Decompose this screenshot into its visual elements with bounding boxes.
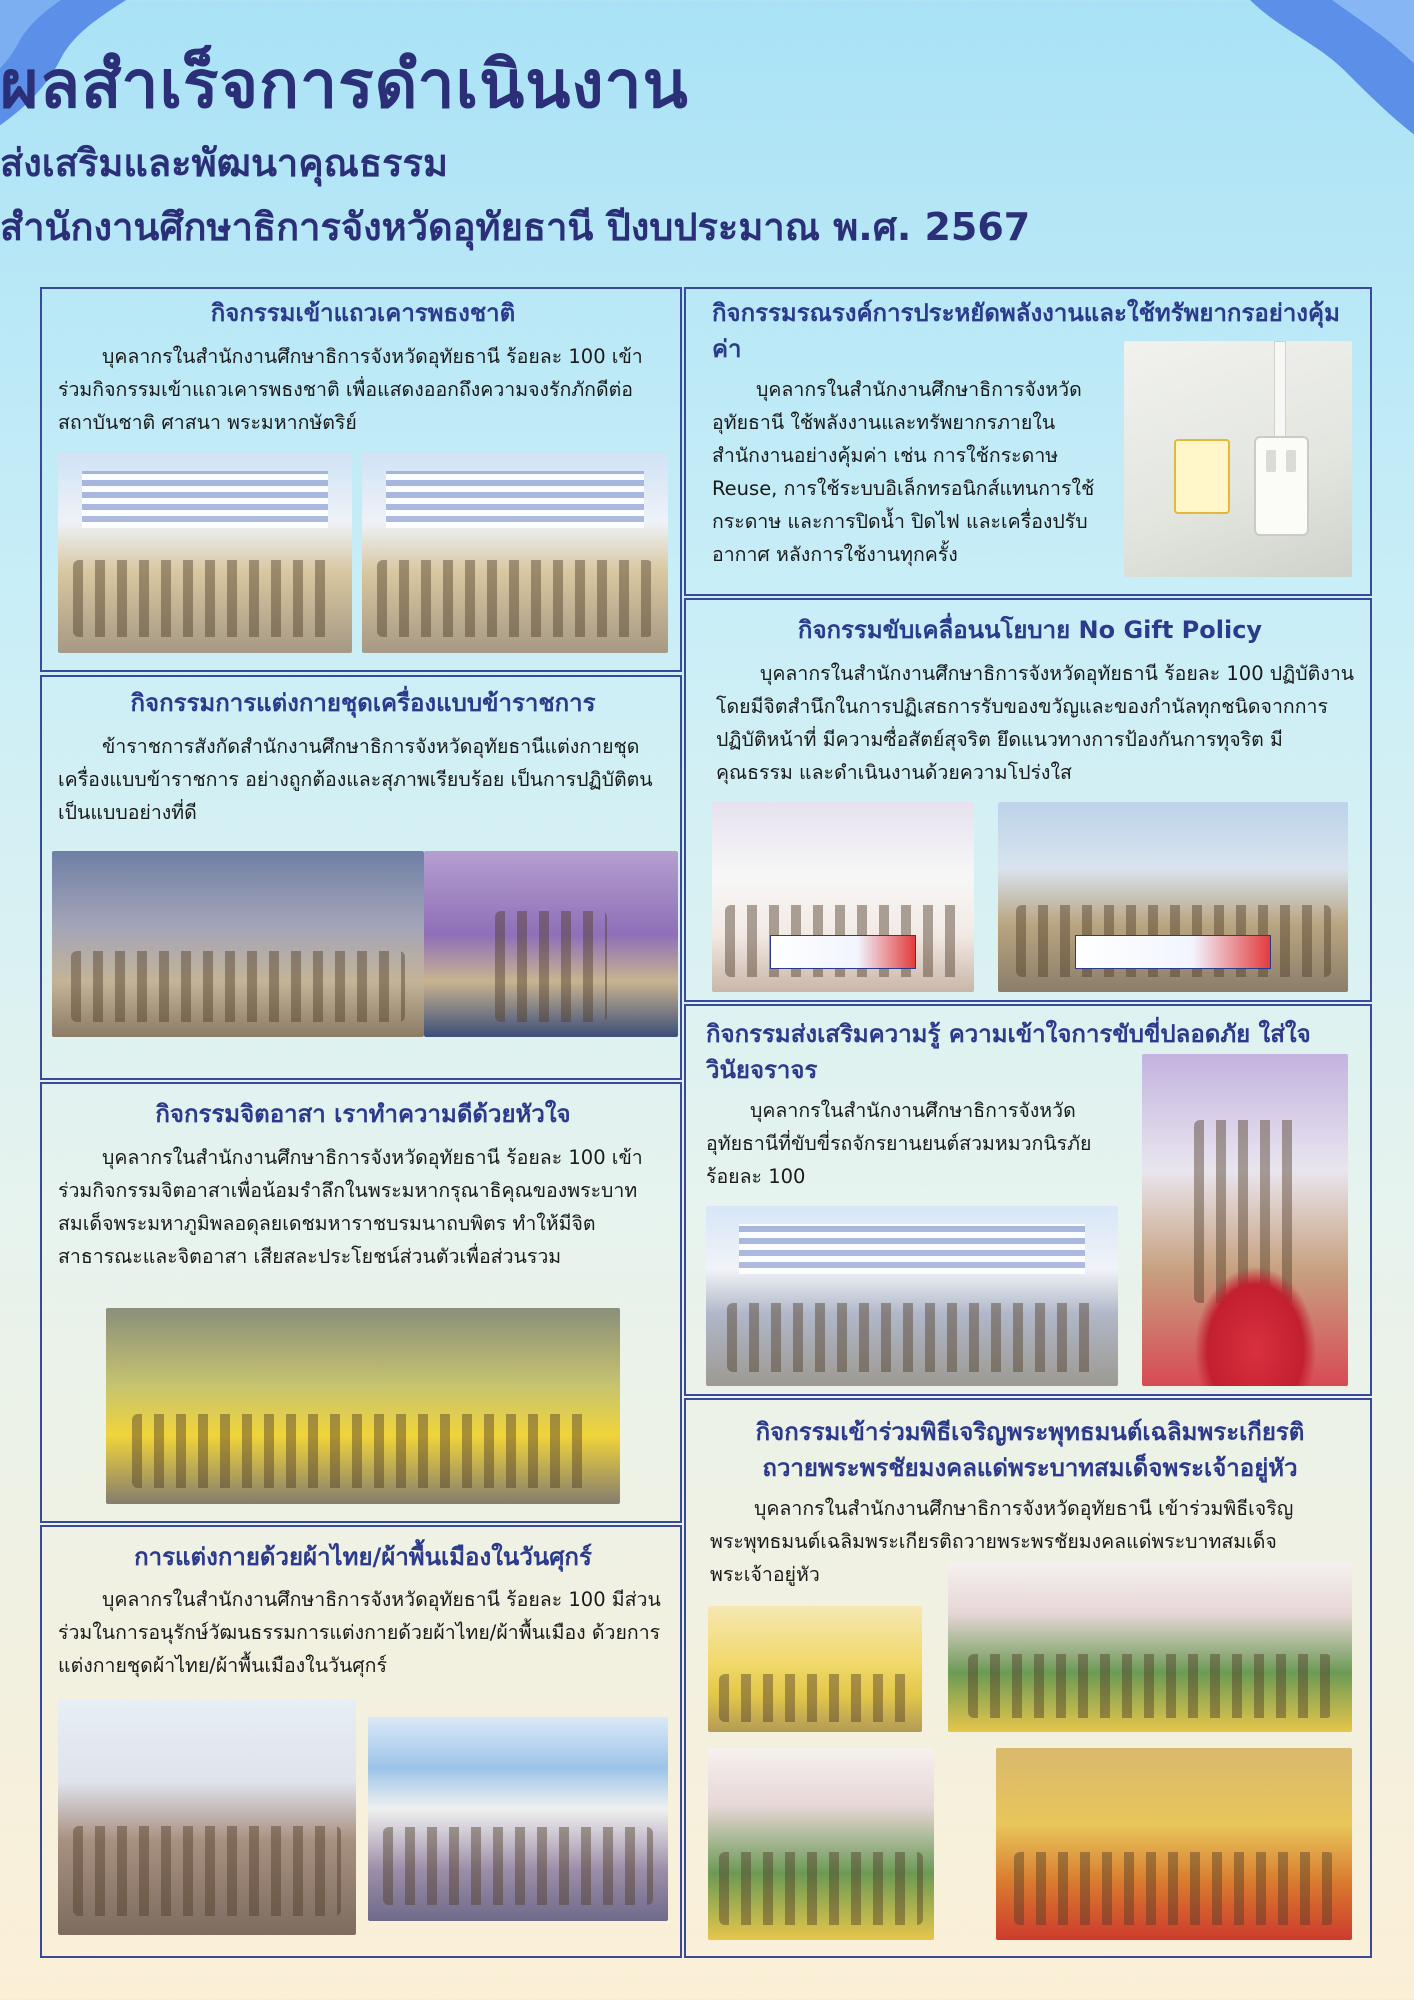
panel-title: กิจกรรมส่งเสริมความรู้ ความเข้าใจการขับขี่ปลอดภัย ใส่ใจวินัยจราจร — [706, 1020, 1311, 1084]
page-title: ผลสำเร็จการดำเนินงาน — [0, 46, 689, 123]
photo-helmet-rider — [1142, 1054, 1348, 1386]
panel-no-gift-policy — [684, 598, 1372, 1002]
photo-no-gift-1 — [712, 802, 974, 992]
panel-traffic-safety — [684, 1004, 1372, 1396]
photo-motorcycles — [706, 1206, 1118, 1386]
panel-title: กิจกรรมขับเคลื่อนนโยบาย No Gift Policy — [797, 616, 1263, 644]
photo-uniform-portrait — [424, 851, 678, 1037]
panel-text: บุคลากรในสำนักงานศึกษาธิการจังหวัดอุทัยธานีที่ขับขี่รถจักรยานยนต์สวมหมวกนิรภัย ร้อยละ 100 — [706, 1099, 1092, 1188]
panel-volunteer — [40, 1082, 682, 1523]
switch-icon — [1254, 436, 1309, 536]
photo-no-gift-2 — [998, 802, 1348, 992]
page-subtitle: ส่งเสริมและพัฒนาคุณธรรม — [0, 141, 449, 185]
panel-text: บุคลากรในสำนักงานศึกษาธิการจังหวัดอุทัยธานี ร้อยละ 100 เข้าร่วมกิจกรรมเข้าแถวเคารพธงชาติ เพื่อแสดงออกถึงความจงรักภักดีต่อสถาบันชาติ ศาสนา พระมหากษัตริย์ — [58, 345, 643, 434]
photo-thai-cloth-1 — [58, 1699, 356, 1935]
panel-text: บุคลากรในสำนักงานศึกษาธิการจังหวัดอุทัยธานี เข้าร่วมพิธีเจริญพระพุทธมนต์เฉลิมพระเกียรติถวายพระพรชัยมงคลแด่พระบาทสมเด็จพระเจ้าอยู่หัว — [710, 1497, 1294, 1586]
photo-chanting-4 — [996, 1748, 1352, 1940]
panel-title: การแต่งกายด้วยผ้าไทย/ผ้าพื้นเมืองในวันศุกร์ — [134, 1543, 592, 1571]
panel-title: กิจกรรมรณรงค์การประหยัดพลังงานและใช้ทรัพยากรอย่างคุ้มค่า — [712, 299, 1340, 363]
panel-uniform — [40, 675, 682, 1080]
panel-text: ข้าราชการสังกัดสำนักงานศึกษาธิการจังหวัดอุทัยธานีแต่งกายชุดเครื่องแบบข้าราชการ อย่างถูกต้องและสุภาพเรียบร้อย เป็นการปฏิบัติตนเป็นแบบอย่างที่ดี — [58, 735, 653, 824]
photo-chanting-3 — [708, 1748, 934, 1940]
photo-flag-ceremony-2 — [362, 451, 668, 653]
photo-chanting-2 — [948, 1562, 1352, 1732]
panel-text: บุคลากรในสำนักงานศึกษาธิการจังหวัดอุทัยธานี ร้อยละ 100 เข้าร่วมกิจกรรมจิตอาสาเพื่อน้อมรำลึกในพระมหากรุณาธิคุณของพระบาทสมเด็จพระมหาภูมิพลอดุลยเดชมหาราชบรมนาถบพิตร ทำให้มีจิตสาธารณะและจิตอาสา เสียสละประโยชน์ส่วนตัวเพื่อส่วนรวม — [58, 1146, 643, 1268]
photo-chanting-1 — [708, 1606, 922, 1732]
energy-sticker — [1174, 439, 1230, 514]
panel-flag-ceremony — [40, 287, 682, 672]
panel-title: กิจกรรมจิตอาสา เราทำความดีด้วยหัวใจ — [155, 1100, 571, 1128]
panel-text: บุคลากรในสำนักงานศึกษาธิการจังหวัดอุทัยธานี ร้อยละ 100 มีส่วนร่วมในการอนุรักษ์วัฒนธรรมการแต่งกายด้วยผ้าไทย/ผ้าพื้นเมือง ด้วยการแต่งกายชุดผ้าไทย/ผ้าพื้นเมืองในวันศุกร์ — [58, 1588, 661, 1677]
panel-title-line2: ถวายพระพรชัยมงคลแด่พระบาทสมเด็จพระเจ้าอยู่หัว — [762, 1454, 1298, 1482]
photo-volunteer-group — [106, 1308, 620, 1504]
office-year-subtitle: สำนักงานศึกษาธิการจังหวัดอุทัยธานี ปีงบประมาณ พ.ศ. 2567 — [0, 205, 1031, 249]
panel-text: บุคลากรในสำนักงานศึกษาธิการจังหวัดอุทัยธานี ร้อยละ 100 ปฏิบัติงานโดยมีจิตสำนึกในการปฏิเสธการรับของขวัญและของกำนัลทุกชนิดจากการปฏิบัติหน้าที่ มีความซื่อสัตย์สุจริต ยึดแนวทางการป้องกันการทุจริต มีคุณธรรม และดำเนินงานด้วยความโปร่งใส — [716, 662, 1355, 784]
photo-light-switch — [1124, 341, 1352, 577]
panel-text: บุคลากรในสำนักงานศึกษาธิการจังหวัดอุทัยธานี ใช้พลังงานและทรัพยากรภายในสำนักงานอย่างคุ้มค่า เช่น การใช้กระดาษ Reuse, การใช้ระบบอิเล็กทรอนิกส์แทนการใช้กระดาษ และการปิดน้ำ ปิดไฟ และเครื่องปรับอากาศ หลังการใช้งานทุกครั้ง — [712, 378, 1095, 566]
panel-title: กิจกรรมการแต่งกายชุดเครื่องแบบข้าราชการ — [130, 689, 596, 717]
panel-title: กิจกรรมเข้าแถวเคารพธงชาติ — [210, 299, 516, 327]
photo-uniform-group — [52, 851, 424, 1037]
panel-energy-saving — [684, 287, 1372, 596]
photo-flag-ceremony-1 — [58, 451, 352, 653]
photo-thai-cloth-2 — [368, 1717, 668, 1921]
panel-chanting-ceremony — [684, 1398, 1372, 1958]
panel-thai-cloth-friday — [40, 1525, 682, 1958]
panel-title-line1: กิจกรรมเข้าร่วมพิธีเจริญพระพุทธมนต์เฉลิมพระเกียรติ — [755, 1418, 1305, 1446]
